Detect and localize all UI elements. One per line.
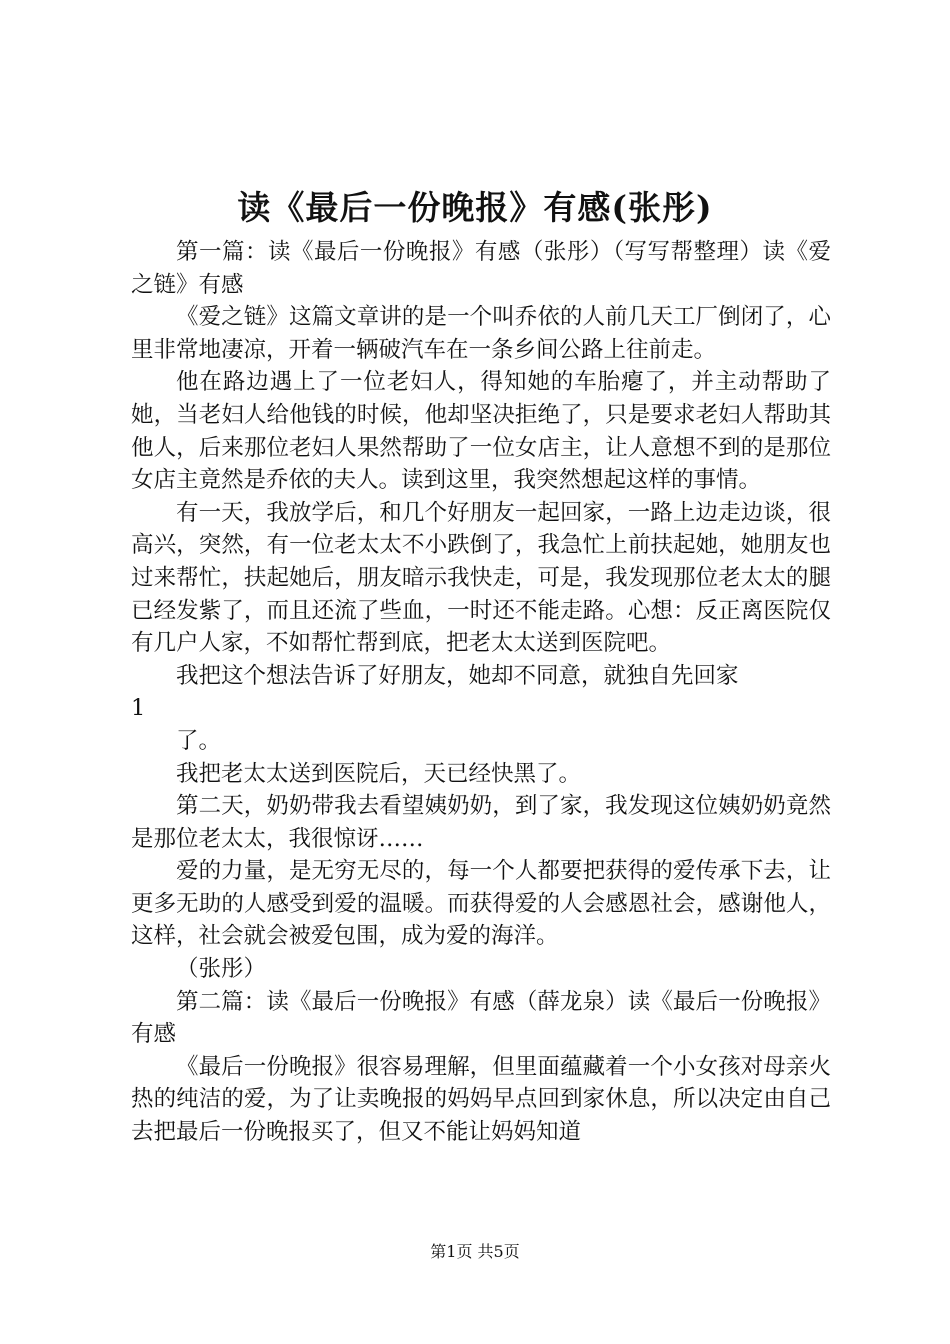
source-page-number: 1 xyxy=(131,695,146,722)
document-body xyxy=(131,236,831,1149)
paragraph: 《爱之链》这篇文章讲的是一个叫乔依的人前几天工厂倒闭了，心里非常地凄凉，开着一辆破汽车在一条乡间公路上往前走。 xyxy=(131,304,831,363)
paragraph: 我把老太太送到医院后，天已经快黑了。 xyxy=(176,760,582,787)
paragraph: 第二天，奶奶带我去看望姨奶奶，到了家，我发现这位姨奶奶竟然是那位老太太，我很惊讶…… xyxy=(131,793,831,852)
paragraph: 爱的力量，是无穷无尽的，每一个人都要把获得的爱传承下去，让更多无助的人感受到爱的温暖。而获得爱的人会感恩社会，感谢他人，这样，社会就会被爱包围，成为爱的海洋。 xyxy=(131,858,831,950)
paragraph: 我把这个想法告诉了好朋友，她却不同意，就独自先回家 xyxy=(176,662,739,689)
paragraph: 他在路边遇上了一位老妇人，得知她的车胎瘪了，并主动帮助了她，当老妇人给他钱的时候，他却坚决拒绝了，只是要求老妇人帮助其他人，后来那位老妇人果然帮助了一位女店主，让人意想不到的是那位女店主竟然是乔依的夫人。读到这里，我突然想起这样的事情。 xyxy=(131,369,831,494)
document-title: 读《最后一份晚报》有感(张彤) xyxy=(237,188,713,227)
paragraph: 了。 xyxy=(176,727,222,754)
paragraph: 有一天，我放学后，和几个好朋友一起回家，一路上边走边谈，很高兴，突然，有一位老太太不小跌倒了，我急忙上前扶起她，她朋友也过来帮忙，扶起她后，朋友暗示我快走，可是，我发现那位老太太的腿已经发紫了，而且还流了些血，一时还不能走路。心想：反正离医院仅有几户人家，不如帮忙帮到底，把老太太送到医院吧。 xyxy=(131,499,831,657)
paragraph: 第一篇：读《最后一份晚报》有感（张彤）（写写帮整理）读《爱之链》有感 xyxy=(131,239,831,298)
paragraph: 《最后一份晚报》很容易理解，但里面蕴藏着一个小女孩对母亲火热的纯洁的爱，为了让卖晚报的妈妈早点回到家休息，所以决定由自己去把最后一份晚报买了，但又不能让妈妈知道 xyxy=(131,1053,831,1146)
paragraph: 第二篇：读《最后一份晚报》有感（薛龙泉）读《最后一份晚报》有感 xyxy=(131,988,831,1048)
page-footer: 第1页 共5页 xyxy=(430,1242,520,1261)
paragraph: （张彤） xyxy=(176,956,267,983)
